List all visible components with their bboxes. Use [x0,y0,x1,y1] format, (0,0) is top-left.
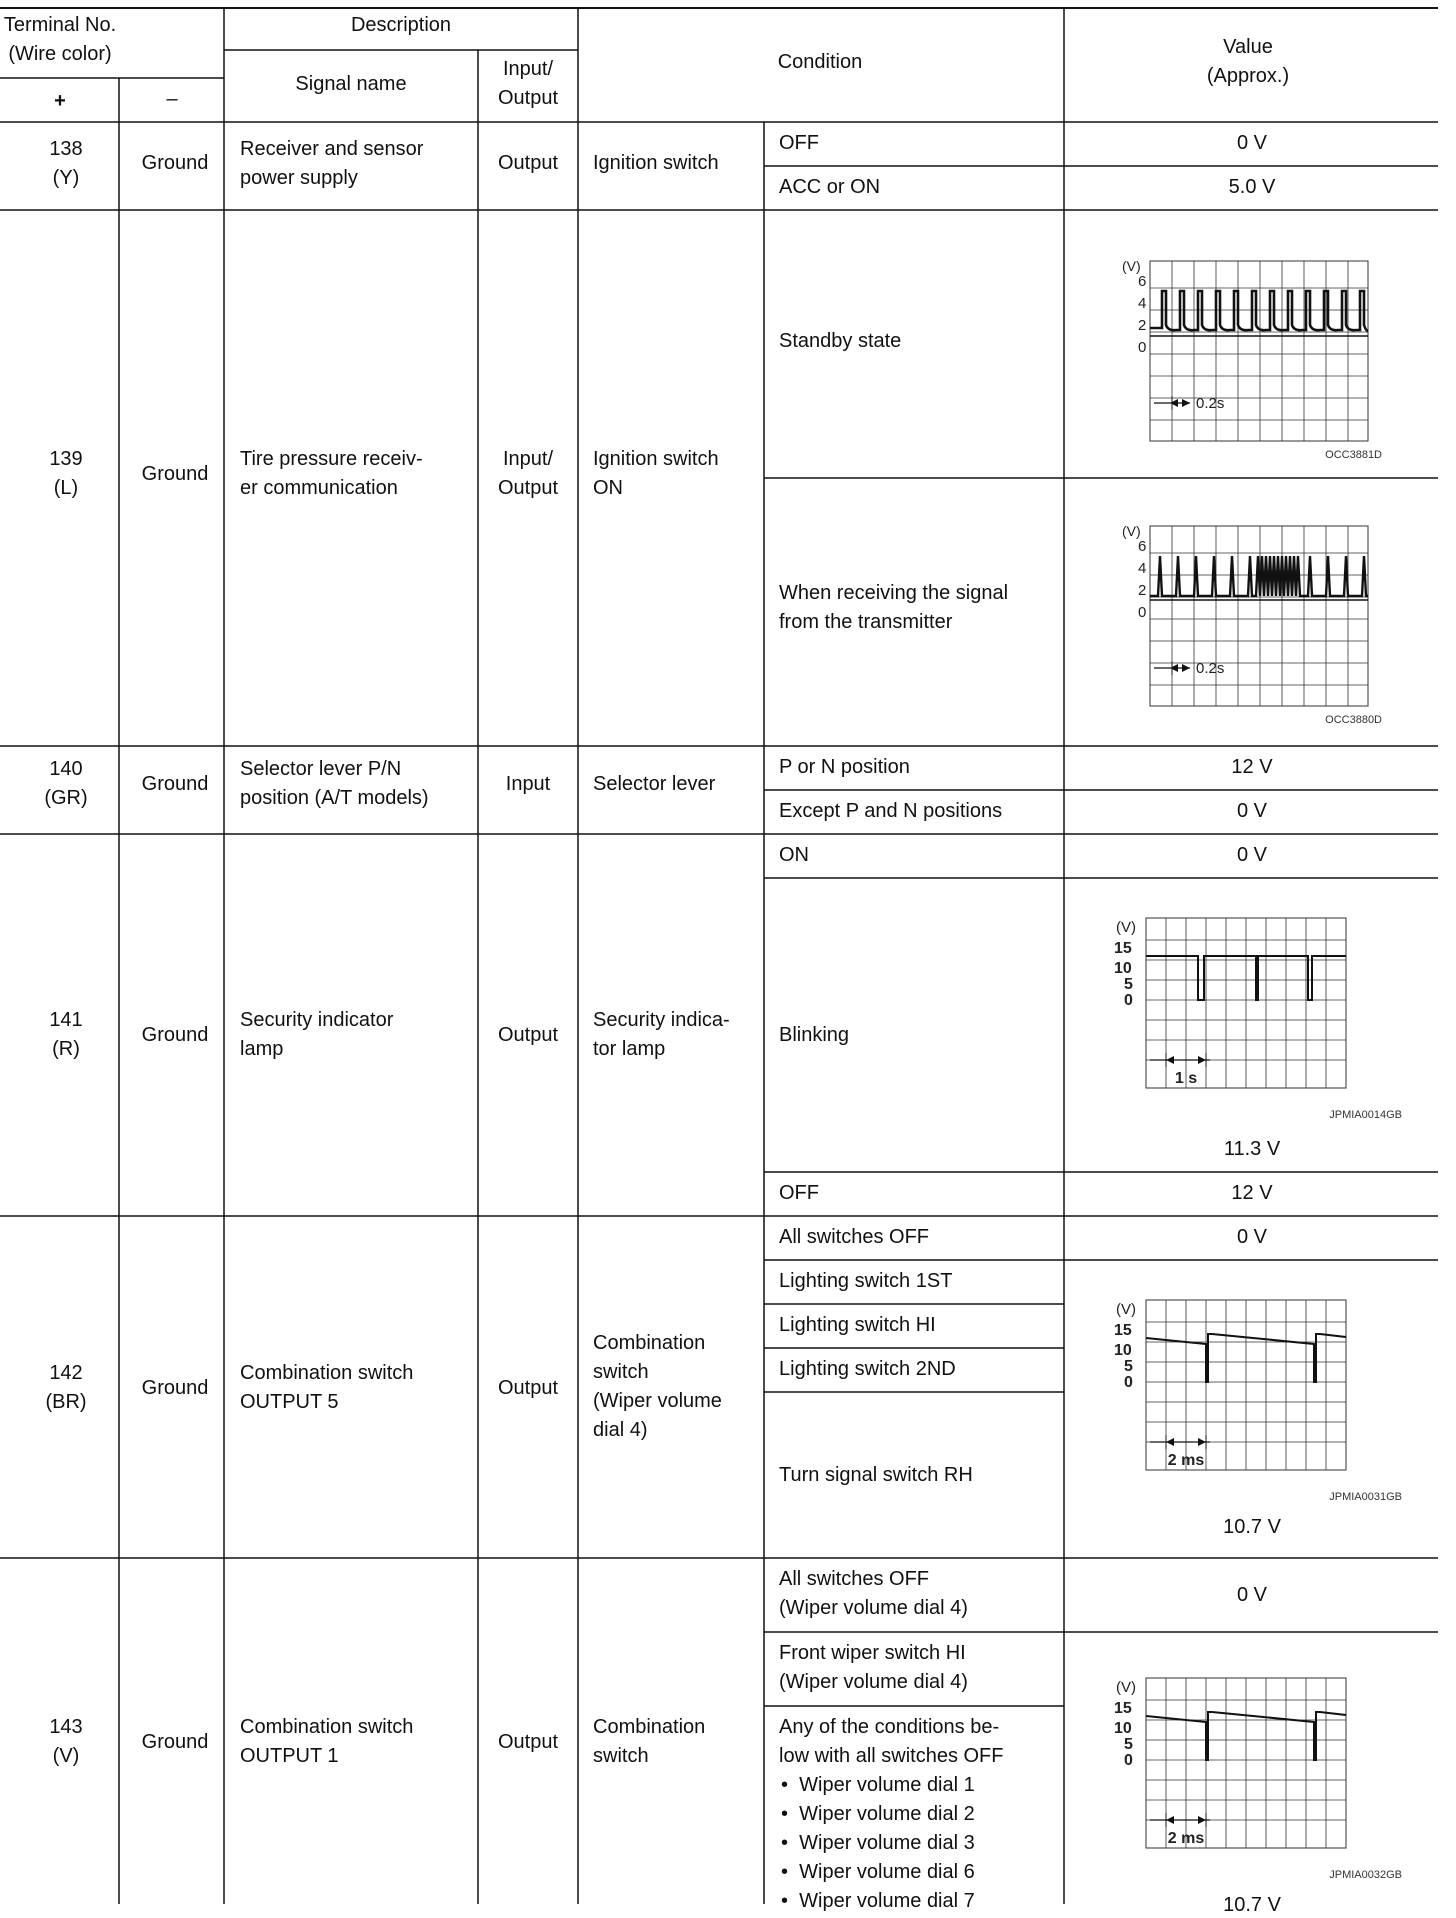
bullet-item: • Wiper volume dial 7 [781,1890,975,1912]
sub-condition: Except P and N positions [779,800,1003,822]
wire-color: (R) [52,1038,80,1060]
header-io-2: Output [497,87,559,109]
condition: Ignition switch [593,448,719,470]
wire-color: (BR) [45,1391,87,1413]
svg-text:5: 5 [1124,976,1133,993]
sub-condition-blinking: Blinking [779,1024,850,1046]
sub-condition-receiving: When receiving the signal [779,582,1009,604]
svg-text:4: 4 [1138,560,1147,577]
svg-text:6: 6 [1138,538,1147,555]
io-type: Output [497,152,559,174]
svg-text:0: 0 [1124,992,1133,1009]
condition-4: dial 4) [593,1419,648,1441]
ground-label: Ground [141,152,209,174]
header-signal-name: Signal name [295,73,407,95]
sub-condition-lighting-2nd: Lighting switch 2ND [779,1358,956,1380]
svg-text:10: 10 [1114,1720,1132,1737]
ground-label: Ground [141,1377,209,1399]
value-on: 0 V [1236,844,1268,866]
sub-condition-receiving-2: from the transmitter [779,611,953,633]
signal-name: Security indicator [240,1009,394,1031]
time-scale: 0.2s [1196,395,1225,412]
header-plus: + [54,90,66,112]
waveform-receiving [1110,518,1390,728]
signal-name: Receiver and sensor [240,138,424,160]
condition-3: (Wiper volume [593,1390,722,1412]
sub-condition: P or N position [779,756,910,778]
svg-text:(V): (V) [1116,1301,1136,1318]
condition: Selector lever [593,773,716,795]
header-terminal: Terminal No. [3,14,117,36]
bullet-item: • Wiper volume dial 3 [781,1832,975,1854]
condition: Ignition switch [593,152,719,174]
io-type: Input/ [502,448,554,470]
terminal-number: 143 [49,1716,83,1738]
value-blinking: 11.3 V [1223,1138,1281,1160]
svg-text:15: 15 [1114,1700,1132,1717]
value-10-7: 10.7 V [1223,1894,1281,1916]
svg-text:1 s: 1 s [1174,1070,1198,1087]
waveform-blinking [1106,908,1406,1128]
condition: Combination [593,1716,706,1738]
header-minus: – [166,88,178,110]
svg-text:2 ms: 2 ms [1167,1830,1205,1847]
condition: Combination [593,1332,706,1354]
terminal-number: 142 [49,1362,83,1384]
wire-color: (V) [52,1745,80,1767]
svg-text:5: 5 [1124,1736,1133,1753]
wire-color: (L) [53,477,79,499]
svg-text:0.2s: 0.2s [1196,660,1225,677]
terminal-number: 141 [49,1009,83,1031]
value-all-off: 0 V [1236,1226,1268,1248]
wire-color: (GR) [44,787,88,809]
svg-text:JPMIA0032GB: JPMIA0032GB [1329,1869,1402,1881]
condition-2: switch [593,1745,649,1767]
condition: Security indica- [593,1009,730,1031]
waveform-output-5 [1106,1290,1406,1510]
svg-text:0: 0 [1124,1374,1133,1391]
signal-name: Combination switch [240,1362,414,1384]
waveform-standby [1110,253,1390,463]
figure-code: OCC3881D [1325,449,1382,461]
io-type: Output [497,1377,559,1399]
svg-text:JPMIA0014GB: JPMIA0014GB [1329,1109,1402,1121]
bullet-item: • Wiper volume dial 2 [781,1803,975,1825]
sub-condition-front-wiper-2: (Wiper volume dial 4) [779,1671,968,1693]
axis-unit: (V) [1122,258,1141,274]
signal-name: Tire pressure receiv- [240,448,423,470]
sub-condition-all-off-2: (Wiper volume dial 4) [779,1597,968,1619]
io-type: Input [505,773,551,795]
value: 5.0 V [1228,176,1276,198]
sub-condition-turn-rh: Turn signal switch RH [779,1464,973,1486]
ground-label: Ground [141,1024,209,1046]
condition-2: ON [593,477,623,499]
header-wire-color: (Wire color) [8,43,112,65]
wire-color: (Y) [52,167,80,189]
svg-text:2: 2 [1138,582,1147,599]
svg-text:6: 6 [1138,273,1147,290]
sub-condition-off: OFF [779,1182,819,1204]
io-type: Output [497,1731,559,1753]
value: 0 V [1236,132,1268,154]
sub-condition-front-wiper: Front wiper switch HI [779,1642,966,1664]
bullet-item: • Wiper volume dial 1 [781,1774,975,1796]
svg-text:2: 2 [1138,317,1147,334]
header-value-2: (Approx.) [1206,65,1290,87]
svg-text:15: 15 [1114,940,1132,957]
svg-text:(V): (V) [1122,523,1141,539]
svg-text:(V): (V) [1116,919,1136,936]
terminal-number: 138 [49,138,83,160]
signal-name-2: er communication [240,477,398,499]
sub-condition-lighting-hi: Lighting switch HI [779,1314,936,1336]
sub-condition-any-2: low with all switches OFF [779,1745,1004,1767]
sub-condition-standby: Standby state [779,330,902,352]
svg-text:OCC3880D: OCC3880D [1325,714,1382,726]
sub-condition-any: Any of the conditions be- [779,1716,1000,1738]
signal-name-2: position (A/T models) [240,787,429,809]
io-type-2: Output [497,477,559,499]
waveform-output-1 [1106,1668,1406,1888]
ground-label: Ground [141,1731,209,1753]
sub-condition: ACC or ON [779,176,881,198]
condition-2: switch [593,1361,649,1383]
signal-name-2: lamp [240,1038,284,1060]
svg-text:10: 10 [1114,960,1132,977]
condition-2: tor lamp [593,1038,666,1060]
value-10-7: 10.7 V [1223,1516,1281,1538]
svg-text:15: 15 [1114,1322,1132,1339]
sub-condition-all-off: All switches OFF [779,1226,930,1248]
value: 12 V [1231,756,1273,778]
header-description: Description [350,14,452,36]
bullet-item: • Wiper volume dial 6 [781,1861,975,1883]
svg-text:0: 0 [1124,1752,1133,1769]
header-value-1: Value [1223,36,1273,58]
value: 0 V [1236,800,1268,822]
sub-condition-all-off: All switches OFF [779,1568,930,1590]
signal-name-2: OUTPUT 1 [240,1745,339,1767]
sub-condition: OFF [779,132,819,154]
sub-condition-on: ON [779,844,809,866]
value-all-off: 0 V [1236,1584,1268,1606]
signal-name: Combination switch [240,1716,414,1738]
signal-name-2: OUTPUT 5 [240,1391,339,1413]
svg-text:0: 0 [1138,604,1147,621]
svg-text:4: 4 [1138,295,1147,312]
ground-label: Ground [141,463,209,485]
header-condition: Condition [777,51,863,73]
svg-text:10: 10 [1114,1342,1132,1359]
svg-text:(V): (V) [1116,1679,1136,1696]
svg-text:0: 0 [1138,339,1147,356]
signal-name: Selector lever P/N [240,758,402,780]
terminal-number: 139 [49,448,83,470]
signal-name-2: power supply [240,167,358,189]
ground-label: Ground [141,773,209,795]
svg-text:5: 5 [1124,1358,1133,1375]
svg-text:2 ms: 2 ms [1167,1452,1205,1469]
io-type: Output [497,1024,559,1046]
terminal-number: 140 [49,758,83,780]
sub-condition-lighting-1st: Lighting switch 1ST [779,1270,953,1292]
value-off: 12 V [1231,1182,1273,1204]
header-io-1: Input/ [502,58,554,80]
svg-text:JPMIA0031GB: JPMIA0031GB [1329,1491,1402,1503]
